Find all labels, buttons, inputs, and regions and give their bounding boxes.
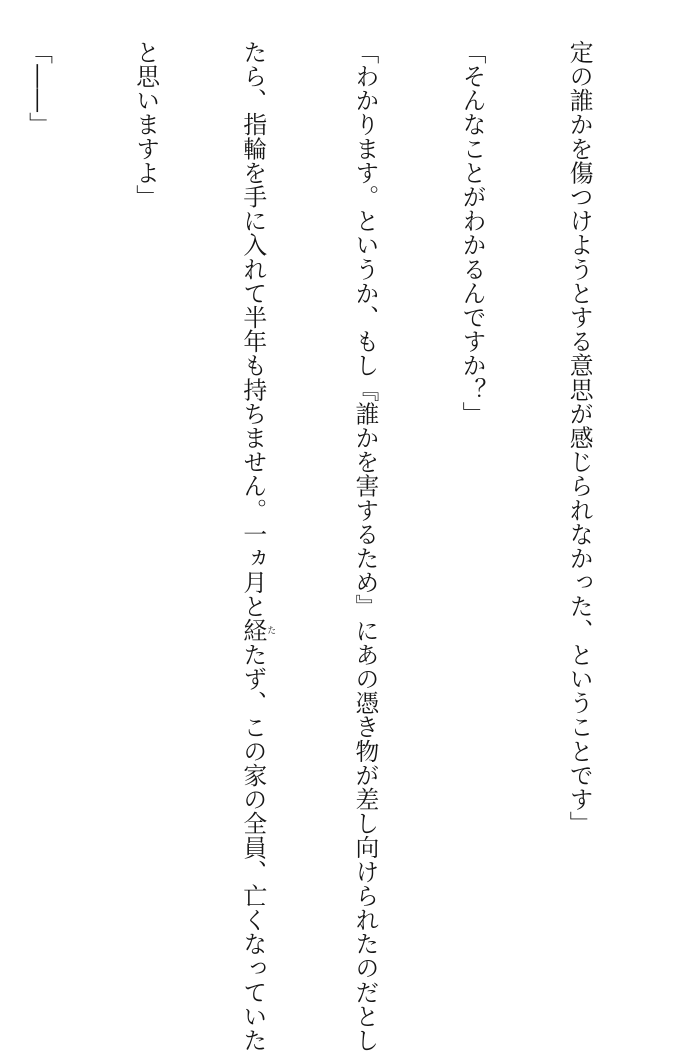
text-line-2: 「そんなことがわかるんですか？」: [458, 40, 487, 426]
text-line-1: 定の誰かを傷つけようとする意思が感じられなかった、ということです」: [565, 40, 594, 836]
text-line-6: 「――」: [25, 40, 54, 137]
text-line-3: 「わかります。というか、もし『誰かを害するため』にあの憑き物が差し向けられたのだとし: [351, 40, 380, 1052]
ruby-ta: た: [265, 618, 276, 643]
text-line-4: たら、指輪を手に入れて半年も持ちません。一ヵ月と経たたず、この家の全員、亡くなっていた: [239, 40, 276, 1052]
vertical-text-body: [0, 40, 668, 1052]
text-line-5: と思いますよ」: [132, 40, 161, 209]
